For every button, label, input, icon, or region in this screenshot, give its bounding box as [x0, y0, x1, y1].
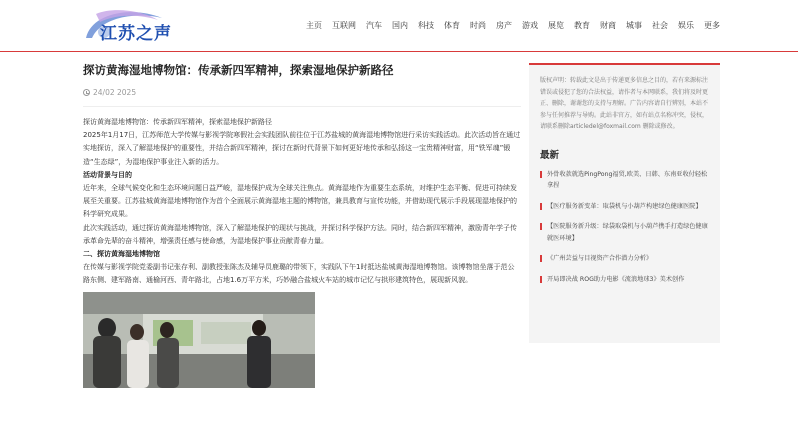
nav-link-games[interactable]: 游戏 — [522, 21, 538, 30]
clock-icon — [83, 89, 90, 96]
nav-link-more[interactable]: 更多 — [704, 21, 720, 30]
latest-news-item[interactable]: 【医院服务新升级：绿袋取袋机与小葫芦携手打造绿色健康就医环境】 — [540, 221, 710, 244]
nav-link-tech[interactable]: 科技 — [418, 21, 434, 30]
article-title: 探访黄海湿地博物馆：传承新四军精神，探索湿地保护新路径 — [83, 63, 394, 77]
article-photo — [83, 292, 315, 388]
latest-news-list — [540, 169, 710, 286]
article-main — [83, 62, 521, 388]
nav-link-domestic[interactable]: 国内 — [392, 21, 408, 30]
article-date-text: 24/02 2025 — [93, 88, 137, 97]
nav-link-entertainment[interactable]: 娱乐 — [678, 21, 694, 30]
article-subheading: 二、探访黄海湿地博物馆 — [83, 250, 160, 259]
article-paragraph: 此次实践活动，通过探访黄海湿地博物馆，深入了解湿地保护的现状与挑战，并探讨科学保护方法。同时，结合新四军精神，激励青年学子传承革命先辈的奋斗精神，增强责任感与使命感，为湿地保护事业贡献青春力量。 — [83, 223, 517, 245]
article-subheading: 活动背景与目的 — [83, 170, 132, 179]
latest-news-item[interactable]: 外骨收款就选PingPong福贸,欧美、日韩、东南亚收付轻松拿捏 — [540, 169, 710, 192]
latest-news-item[interactable]: 【医疗服务新变革：取袋机与小葫芦构建绿色健康医院】 — [540, 201, 710, 213]
nav-link-society[interactable]: 社会 — [652, 21, 668, 30]
article-paragraph: 探访黄海湿地博物馆：传承新四军精神，探索湿地保护新路径 — [83, 118, 272, 126]
article-paragraph: 在传媒与影视学院党委副书记张存利、副教授张陈杰及辅导员鹿璐的带领下，实践队下午1时抵达盐城黄海湿地博物馆。该博物馆坐落于范公路东侧、建军路南、通榆河西、青年路北，占地1.6万平方米，巧妙融合盐城火车站的城市记忆与拱形建筑特色，展现新风貌。 — [83, 263, 515, 285]
nav-link-education[interactable]: 教育 — [574, 21, 590, 30]
latest-news-item[interactable]: 开局即决战 ROG助力电影《流浪地球3》美术创作 — [540, 274, 710, 286]
nav-link-finance[interactable]: 财商 — [600, 21, 616, 30]
latest-heading: 最新 — [540, 149, 560, 161]
article-paragraph: 2025年1月17日，江苏师范大学传媒与影视学院寒假社会实践团队前往位于江苏盐城的黄海湿地博物馆进行采访实践活动。此次活动旨在通过实地探访，深入了解湿地保护的重要性，并结合新四军精神，探讨在新时代背景下如何更好地传承和弘扬这一宝贵精神财富，用“铁军魂”锻造“生态绿”，为湿地保护事业注入新的活力。 — [83, 131, 521, 166]
article-date — [83, 88, 521, 97]
article-paragraph: 近年来，全球气候变化和生态环境问题日益严峻，湿地保护成为全球关注焦点。黄海湿地作为重要生态系统，对维护生态平衡、促进可持续发展至关重要。江苏盐城黄海湿地博物馆作为首个全面展示黄海湿地主题的博物馆，兼具教育与宣传功能，并借助现代展示手段展现湿地保护的科学研究成果。 — [83, 184, 517, 219]
article-body — [83, 116, 521, 288]
nav-link-city[interactable]: 城事 — [626, 21, 642, 30]
nav-link-realestate[interactable]: 房产 — [496, 21, 512, 30]
nav-link-fashion[interactable]: 时尚 — [470, 21, 486, 30]
nav-link-sports[interactable]: 体育 — [444, 21, 460, 30]
sidebar — [529, 63, 720, 343]
copyright-notice: 版权声明：转载此文是出于传递更多信息之目的，若有来源标注错误或侵犯了您的合法权益，请作者与本网联系，我们将及时更正、删除，谢谢您的支持与理解。广告内容请自行辨别，本站不参与任何推荐与导购。此站非官方，如有站点名称冲突，侵权，请联系删除articledel@foxmail.com 删除或修改。 — [540, 77, 709, 130]
latest-news-item[interactable]: 《广州芸益与目视资产合作潜力分析》 — [540, 253, 710, 265]
site-header — [0, 0, 798, 52]
main-nav — [296, 20, 720, 31]
nav-link-exhibition[interactable]: 展览 — [548, 21, 564, 30]
nav-link-home[interactable]: 主页 — [306, 21, 322, 30]
nav-link-internet[interactable]: 互联网 — [332, 21, 356, 30]
nav-link-auto[interactable]: 汽车 — [366, 21, 382, 30]
title-divider — [83, 106, 521, 107]
site-logo[interactable] — [82, 8, 174, 44]
museum-visit-photo — [83, 292, 315, 388]
logo-text: 江苏之声 — [100, 24, 172, 44]
